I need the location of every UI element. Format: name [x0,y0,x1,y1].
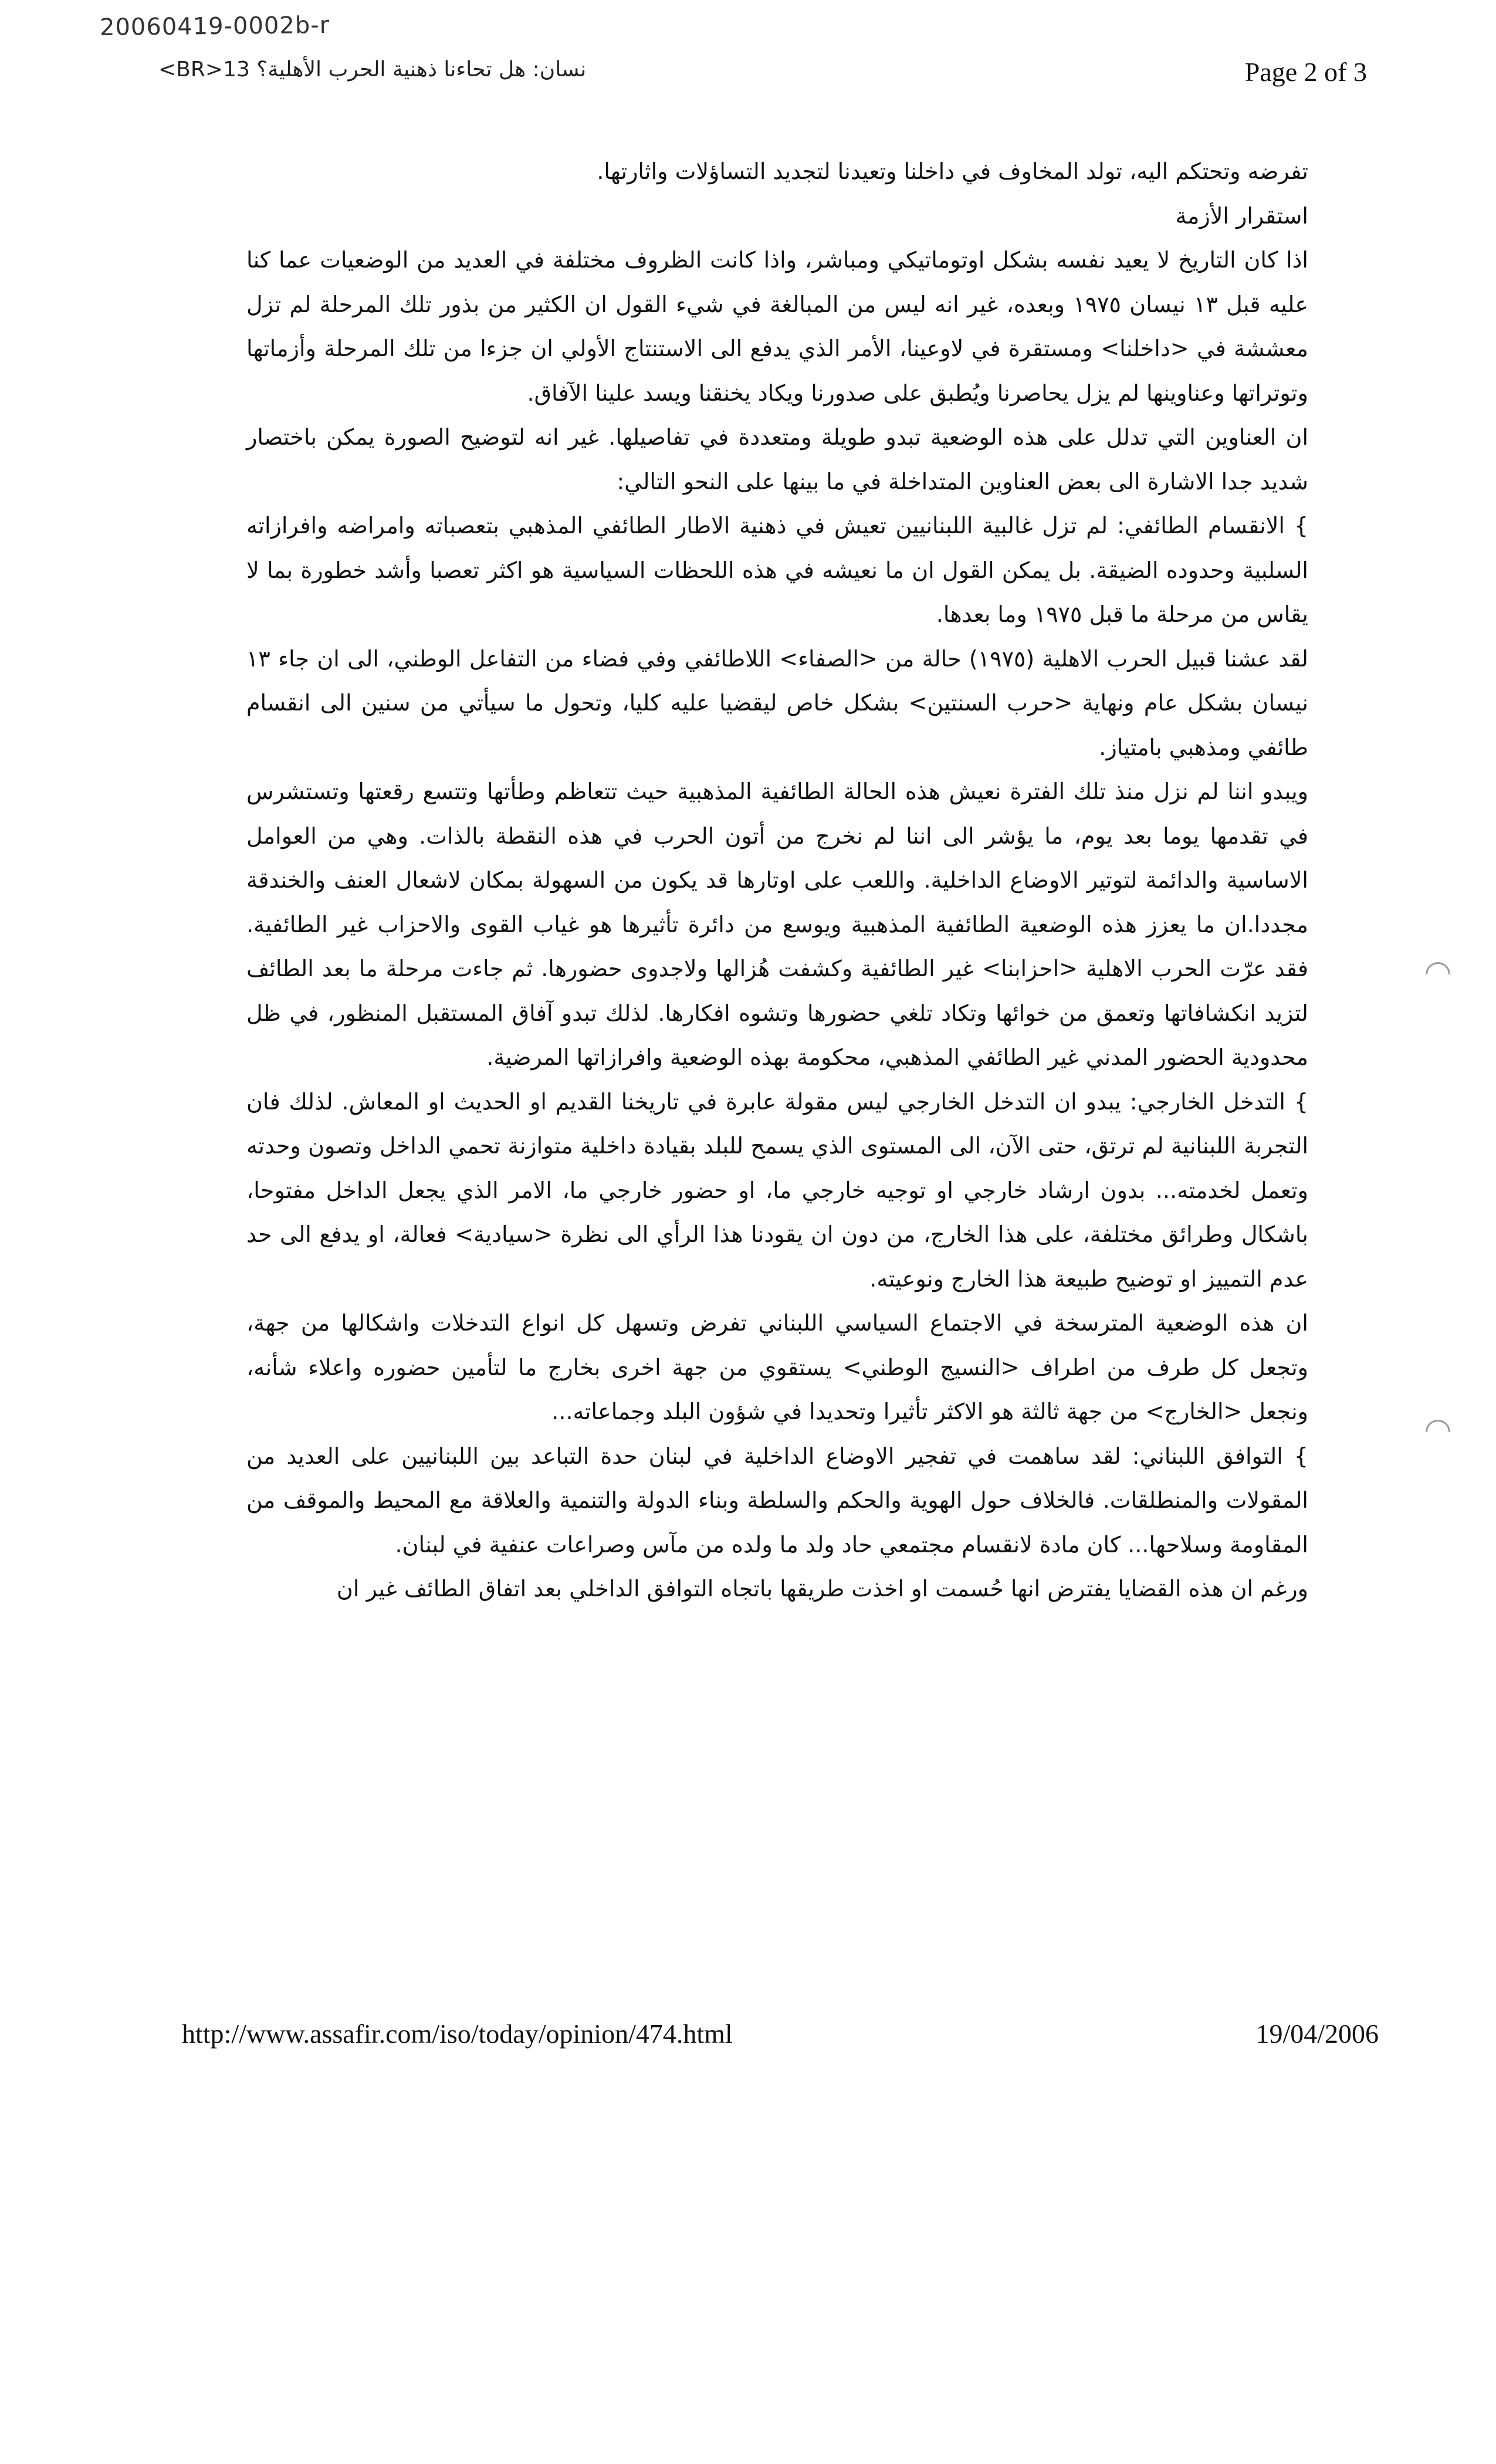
paragraph: } التوافق اللبناني: لقد ساهمت في تفجير الاوضاع الداخلية في لبنان حدة التباعد بين اللبنانيين على العديد من المقولات والمنطلقات. فالخلاف حول الهوية والحكم والسلطة وبناء الدولة والتنمية والعلاقة مع المحيط والموقف من المقاومة وسلاحها... كان مادة لانقسام مجتمعي حاد ولد ما ولده من مآس وصراعات عنفية في لبنان. [246,1443,1308,1558]
source-url: http://www.assafir.com/iso/today/opinion/474.html [182,2019,733,2049]
section-heading: استقرار الأزمة [1175,202,1308,229]
article-body [246,150,1308,1612]
handwritten-document-stamp: 20060419-0002b-r [99,11,330,42]
header-title: نسان: هل تحاءنا ذهنية الحرب الأهلية؟ 13<BR> [158,57,587,82]
print-date: 19/04/2006 [1255,2019,1379,2049]
page-header [158,52,1367,93]
paragraph: لقد عشنا قبيل الحرب الاهلية (١٩٧٥) حالة من <الصفاء> اللاطائفي وفي فضاء من التفاعل الوطني، الى ان جاء ١٣ نيسان بشكل عام ونهاية <حرب السنتين> بشكل خاص ليقضيا عليه كليا، وتحول ما سيأتي من سنين الى انقسام طائفي ومذهبي بامتياز. [246,645,1308,760]
page-number: Page 2 of 3 [1244,57,1367,87]
paragraph: } التدخل الخارجي: يبدو ان التدخل الخارجي ليس مقولة عابرة في تاريخنا القديم او الحديث او المعاش. لذلك فان التجربة اللبنانية لم ترتق، حتى الآن، الى المستوى الذي يسمح للبلد بقيادة داخلية متوازنة تحمي الداخل وتصون وحدته وتعمل لخدمته... بدون ارشاد خارجي او توجيه خارجي ما، او حضور خارجي ما، الامر الذي يجعل الداخل مفتوحا، باشكال وطرائق مختلفة، على هذا الخارج، من دون ان يقودنا هذا الرأي الى نظرة <سيادية> فعالة، او يدفع الى حد عدم التمييز او توضيح طبيعة هذا الخارج ونوعيته. [246,1088,1308,1292]
paragraph: اذا كان التاريخ لا يعيد نفسه بشكل اوتوماتيكي ومباشر، واذا كانت الظروف مختلفة في العديد من الوضعيات عما كنا عليه قبل ١٣ نيسان ١٩٧٥ وبعده، غير انه ليس من المبالغة في شيء القول ان الكثير من بذور تلك المرحلة لم تزل معششة في <داخلنا> ومستقرة في لاوعينا، الأمر الذي يدفع الى الاستنتاج الأولي ان جزءا من تلك المرحلة وأزماتها وتوتراتها وعناوينها لم يزل يحاصرنا ويُطبق على صدورنا ويكاد يخنقنا ويسد علينا الآفاق. [246,247,1308,406]
punch-hole-mark [1420,1414,1455,1449]
paragraph: ورغم ان هذه القضايا يفترض انها حُسمت او اخذت طريقها باتجاه التوافق الداخلي بعد اتفاق الطائف غير ان [336,1576,1308,1602]
page-footer [182,2018,1379,2053]
punch-hole-mark [1420,957,1455,991]
paragraph: ويبدو اننا لم نزل منذ تلك الفترة نعيش هذه الحالة الطائفية المذهبية حيث تتعاظم وطأتها وتتسع رقعتها وتستشرس في تقدمها يوما بعد يوم، ما يؤشر الى اننا لم نخرج من أتون الحرب في هذه النقطة بالذات. وهي من العوامل الاساسية والدائمة لتوتير الاوضاع الداخلية. واللعب على اوتارها قد يكون من السهولة بمكان لاشعال العنف والخندقة مجددا.ان ما يعزز هذه الوضعية الطائفية المذهبية ويوسع من دائرة تأثيرها هو غياب القوى والاحزاب غير الطائفية. فقد عرّت الحرب الاهلية <احزابنا> غير الطائفية وكشفت هُزالها ولاجدوى حضورها. ثم جاءت مرحلة ما بعد الطائف لتزيد انكشافاتها وتعمق من خوائها وتكاد تلغي حضورها وتشوه افكارها. لذلك تبدو آفاق المستقبل المنظور، في ظل محدودية الحضور المدني غير الطائفي المذهبي، محكومة بهذه الوضعية وافرازاتها المرضية. [246,779,1308,1070]
paragraph: تفرضه وتحتكم اليه، تولد المخاوف في داخلنا وتعيدنا لتجديد التساؤلات واثارتها. [597,158,1308,184]
paragraph: ان هذه الوضعية المترسخة في الاجتماع السياسي اللبناني تفرض وتسهل كل انواع التدخلات واشكالها من جهة، وتجعل كل طرف من اطراف <النسيج الوطني> يستقوي من جهة اخرى بخارج ما لتأمين حضوره واعلاء شأنه، ونجعل <الخارج> من جهة ثالثة هو الاكثر تأثيرا وتحديدا في شؤون البلد وجماعاته... [246,1310,1308,1424]
paragraph: ان العناوين التي تدلل على هذه الوضعية تبدو طويلة ومتعددة في تفاصيلها. غير انه لتوضيح الصورة يمكن باختصار شديد جدا الاشارة الى بعض العناوين المتداخلة في ما بينها على النحو التالي: [246,424,1308,495]
paragraph: } الانقسام الطائفي: لم تزل غالبية اللبنانيين تعيش في ذهنية الاطار الطائفي المذهبي بتعصباته وامراضه وافرازاته السلبية وحدوده الضيقة. بل يمكن القول ان ما نعيشه في هذه اللحظات السياسية هو اكثر تعصبا وأشد خطورة بما لا يقاس من مرحلة ما قبل ١٩٧٥ وما بعدها. [246,513,1308,627]
